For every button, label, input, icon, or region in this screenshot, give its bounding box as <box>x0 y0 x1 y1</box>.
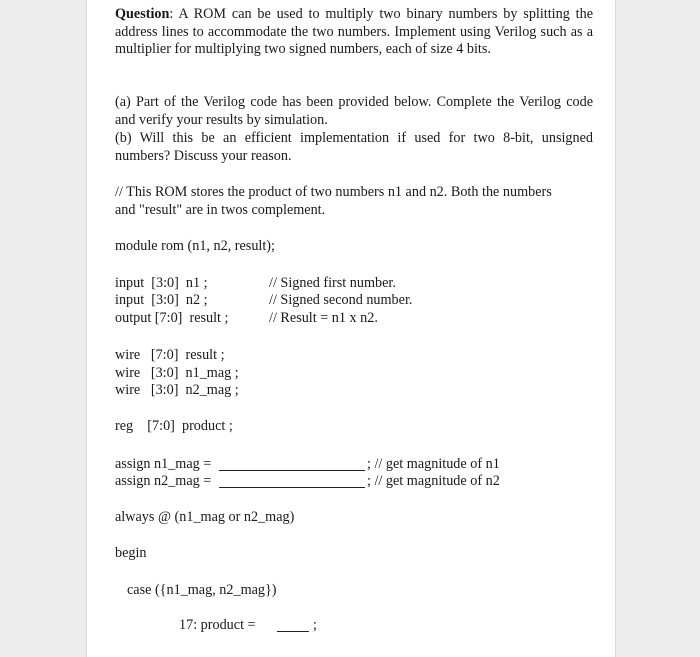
begin-keyword: begin <box>115 545 147 561</box>
part-a-text: (a) Part of the Verilog code has been provided below. Complete the Verilog code and verify your results by simulation. <box>115 94 593 128</box>
port-comment-result: // Result = n1 x n2. <box>269 310 378 326</box>
wire-n2-mag: wire [3:0] n2_mag ; <box>115 382 239 398</box>
question-paragraph <box>115 6 593 59</box>
rom-comment-line1: // This ROM stores the product of two numbers n1 and n2. Both the numbers <box>115 184 552 200</box>
question-text: : A ROM can be used to multiply two binary numbers by splitting the address lines to accommodate the two numbers. Implement using Verilog such as a multiplier for multiplying two signed numbers, each of size 4 bits. <box>115 6 593 57</box>
wire-n1-mag: wire [3:0] n1_mag ; <box>115 365 239 381</box>
always-block: always @ (n1_mag or n2_mag) <box>115 509 295 525</box>
port-decl-n1: input [3:0] n1 ; <box>115 275 208 291</box>
reg-product: reg [7:0] product ; <box>115 418 233 434</box>
part-b-text: (b) Will this be an efficient implementation if used for two 8-bit, unsigned numbers? Discuss your reason. <box>115 130 593 164</box>
port-comment-n2: // Signed second number. <box>269 292 413 308</box>
case-statement: case ({n1_mag, n2_mag}) <box>127 582 277 598</box>
case-item-blank[interactable] <box>277 618 309 632</box>
assign-n2-comment: ; // get magnitude of n2 <box>367 473 500 489</box>
assign-n1-lhs: assign n1_mag = <box>115 456 212 472</box>
case-item-end: ; <box>313 617 317 633</box>
module-declaration: module rom (n1, n2, result); <box>115 238 275 254</box>
port-decl-result: output [7:0] result ; <box>115 310 229 326</box>
case-item-label: 17: product = <box>179 617 256 633</box>
wire-result: wire [7:0] result ; <box>115 347 225 363</box>
port-comment-n1: // Signed first number. <box>269 275 396 291</box>
document-page <box>86 0 616 657</box>
assign-n1-blank[interactable] <box>219 457 365 471</box>
assign-n1-comment: ; // get magnitude of n1 <box>367 456 500 472</box>
rom-comment-line2: and "result" are in twos complement. <box>115 202 326 218</box>
assign-n2-lhs: assign n2_mag = <box>115 473 212 489</box>
question-label: Question <box>115 6 170 22</box>
port-decl-n2: input [3:0] n2 ; <box>115 292 208 308</box>
assign-n2-blank[interactable] <box>219 474 365 488</box>
